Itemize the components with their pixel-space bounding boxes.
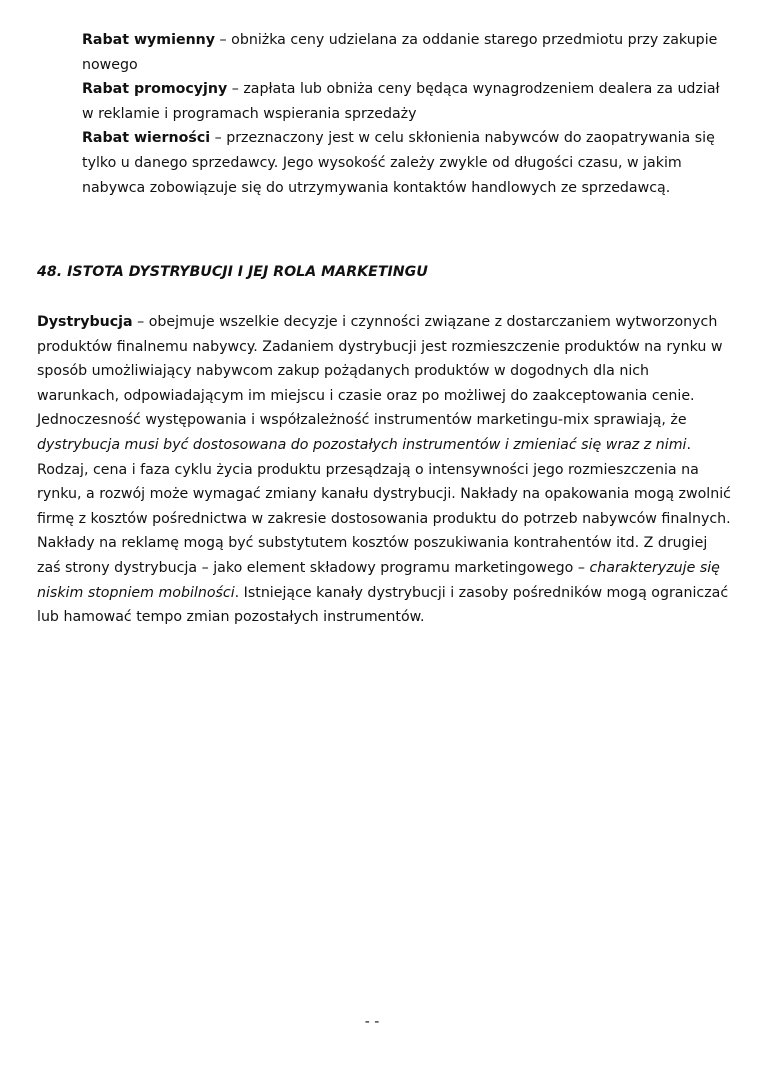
distribution-paragraph — [37, 310, 732, 630]
paragraph-italic-2: charakteryzuje się niskim stopniem mobilności — [37, 559, 720, 601]
paragraph-text-1: – obejmuje wszelkie decyzje i czynności związane z dostarczaniem wytworzonych produktów finalnemu nabywcy. Zadaniem dystrybucji jest rozmieszczenie produktów na rynku w sposób umożliwiający nabywcom zakup pożądanych produktów w dogodnych dla nich warunkach, odpowiadającym im miejscu i czasie oraz po możliwej do zaakceptowania cenie. Jednoczesność występowania i współzależność instrumentów marketingu-mix sprawiają, że — [37, 314, 723, 429]
rabat-promocyjny-definition: – zapłata lub obniża ceny będąca wynagrodzeniem dealera za udział w reklamie i programach wspierania sprzedaży — [82, 81, 720, 122]
paragraph-text-2: . Rodzaj, cena i faza cyklu życia produktu przesądzają o intensywności jego rozmieszczenia na rynku, a rozwój może wymagać zmiany kanału dystrybucji. Nakłady na opakowania mogą zwolnić firmę z kosztów pośrednictwa w zakresie dostosowania produktu do potrzeb nabywców finalnych. Nakłady na reklamę mogą być substytutem kosztów poszukiwania kontrahentów itd. Z drugiej zaś strony dystrybucja – jako element składowy programu marketingowego – — [37, 436, 731, 576]
rabat-wymienny-entry — [82, 28, 732, 77]
rabat-promocyjny-term: Rabat promocyjny — [82, 81, 228, 98]
page-number-marker: - - — [364, 1014, 380, 1030]
paragraph-italic-1: dystrybucja musi być dostosowana do pozostałych instrumentów i zmieniać się wraz z nimi — [37, 436, 687, 453]
rabat-wiernosci-definition: – przeznaczony jest w celu skłonienia nabywców do zaopatrywania się tylko u danego sprzedawcy. Jego wysokość zależy zwykle od długości czasu, w jakim nabywca zobowiązuje się do utrzymywania kontaktów handlowych ze sprzedawcą. — [82, 130, 715, 196]
rabat-promocyjny-entry — [82, 77, 732, 126]
section-heading: 48. ISTOTA DYSTRYBUCJI I JEJ ROLA MARKETINGU — [37, 264, 428, 280]
rabat-list — [82, 28, 732, 200]
rabat-wiernosci-entry — [82, 126, 732, 200]
rabat-wiernosci-term: Rabat wierności — [82, 130, 211, 147]
rabat-wymienny-definition: – obniżka ceny udzielana za oddanie starego przedmiotu przy zakupie nowego — [82, 32, 718, 73]
distribution-term: Dystrybucja — [37, 314, 133, 330]
rabat-wymienny-term: Rabat wymienny — [82, 32, 216, 48]
paragraph-text-3: . Istniejące kanały dystrybucji i zasoby pośredników mogą ograniczać lub hamować tempo zmian pozostałych instrumentów. — [37, 584, 729, 626]
